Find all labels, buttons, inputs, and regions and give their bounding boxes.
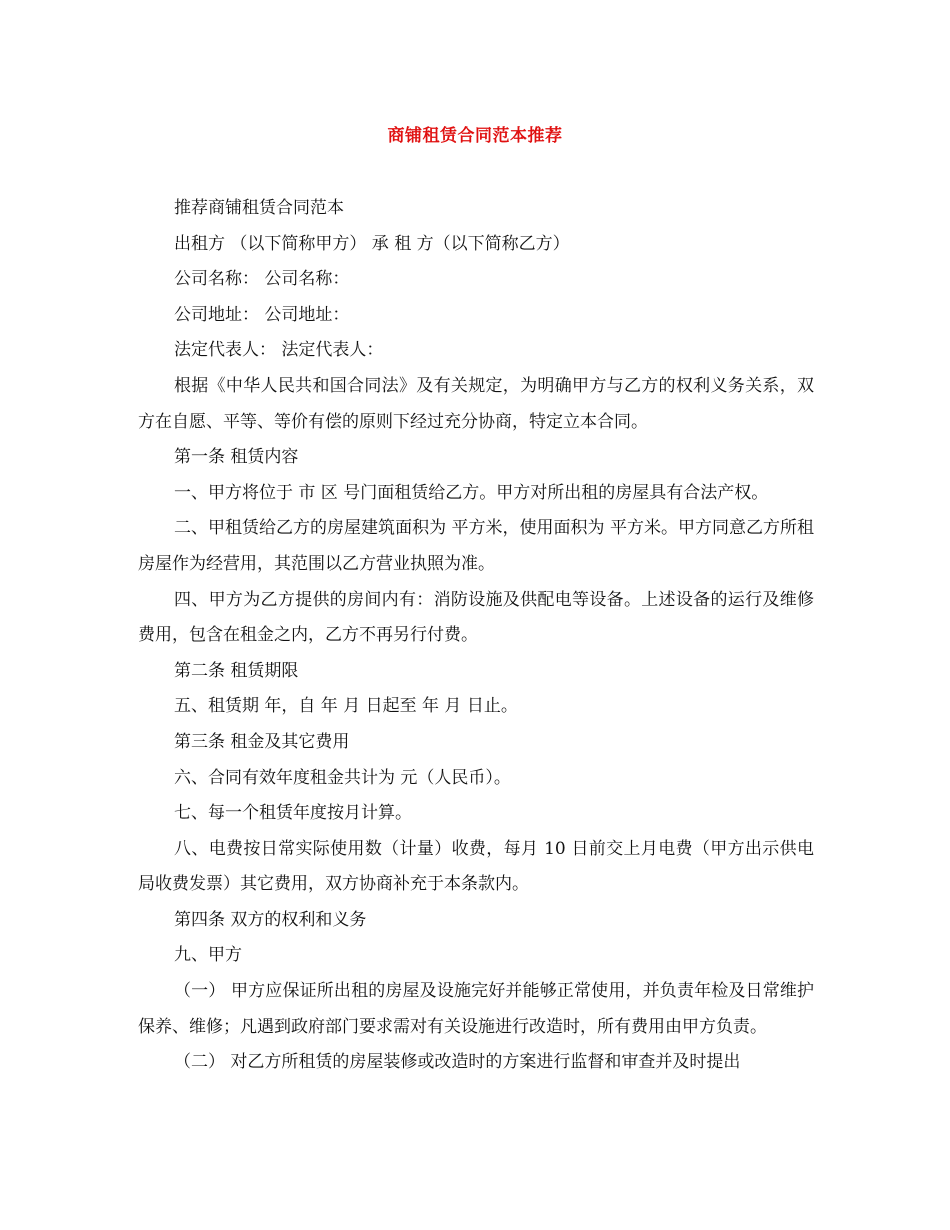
paragraph: 六、合同有效年度租金共计为 元（人民币）。 bbox=[174, 767, 511, 788]
paragraph: （一） 甲方应保证所出租的房屋及设施完好并能够正常使用，并负责年检及日常维护保养、维修；凡遇到政府部门要求需对有关设施进行改造时，所有费用由甲方负责。 bbox=[138, 981, 814, 1037]
paragraph: 公司地址： 公司地址： bbox=[174, 304, 350, 325]
paragraph: 根据《中华人民共和国合同法》及有关规定，为明确甲方与乙方的权利义务关系，双方在自愿、平等、等价有偿的原则下经过充分协商，特定立本合同。 bbox=[138, 375, 814, 432]
paragraph: 公司名称： 公司名称： bbox=[174, 269, 350, 290]
section-heading: 第四条 双方的权利和义务 bbox=[174, 909, 367, 930]
paragraph: 推荐商铺租赁合同范本 bbox=[174, 198, 344, 218]
paragraph: 四、甲方为乙方提供的房间内有：消防设施及供配电等设备。上述设备的运行及维修费用，包含在租金之内，乙方不再另行付费。 bbox=[138, 589, 814, 646]
document-title: 商铺租赁合同范本推荐 bbox=[387, 126, 563, 146]
paragraph: 八、电费按日常实际使用数（计量）收费，每月 10 日前交上月电费（甲方出示供电局收费发票）其它费用，双方协商补充于本条款内。 bbox=[138, 838, 814, 895]
paragraph: （二） 对乙方所租赁的房屋装修或改造时的方案进行监督和审查并及时提出 bbox=[174, 1052, 741, 1073]
paragraph: 出租方 （以下简称甲方） 承 租 方（以下简称乙方） bbox=[174, 233, 570, 254]
paragraph: 法定代表人： 法定代表人： bbox=[174, 340, 384, 361]
paragraph: 五、租赁期 年，自 年 月 日起至 年 月 日止。 bbox=[174, 696, 518, 717]
paragraph: 九、甲方 bbox=[174, 945, 242, 966]
paragraph: 一、甲方将位于 市 区 号门面租赁给乙方。甲方对所出租的房屋具有合法产权。 bbox=[174, 482, 769, 503]
paragraph: 二、甲租赁给乙方的房屋建筑面积为 平方米，使用面积为 平方米。甲方同意乙方所租房屋作为经营用，其范围以乙方营业执照为准。 bbox=[138, 518, 814, 574]
paragraph: 七、每一个租赁年度按月计算。 bbox=[174, 803, 412, 824]
section-heading: 第三条 租金及其它费用 bbox=[174, 731, 350, 752]
section-heading: 第一条 租赁内容 bbox=[174, 447, 299, 468]
section-heading: 第二条 租赁期限 bbox=[174, 660, 299, 681]
document-body bbox=[138, 191, 814, 1081]
